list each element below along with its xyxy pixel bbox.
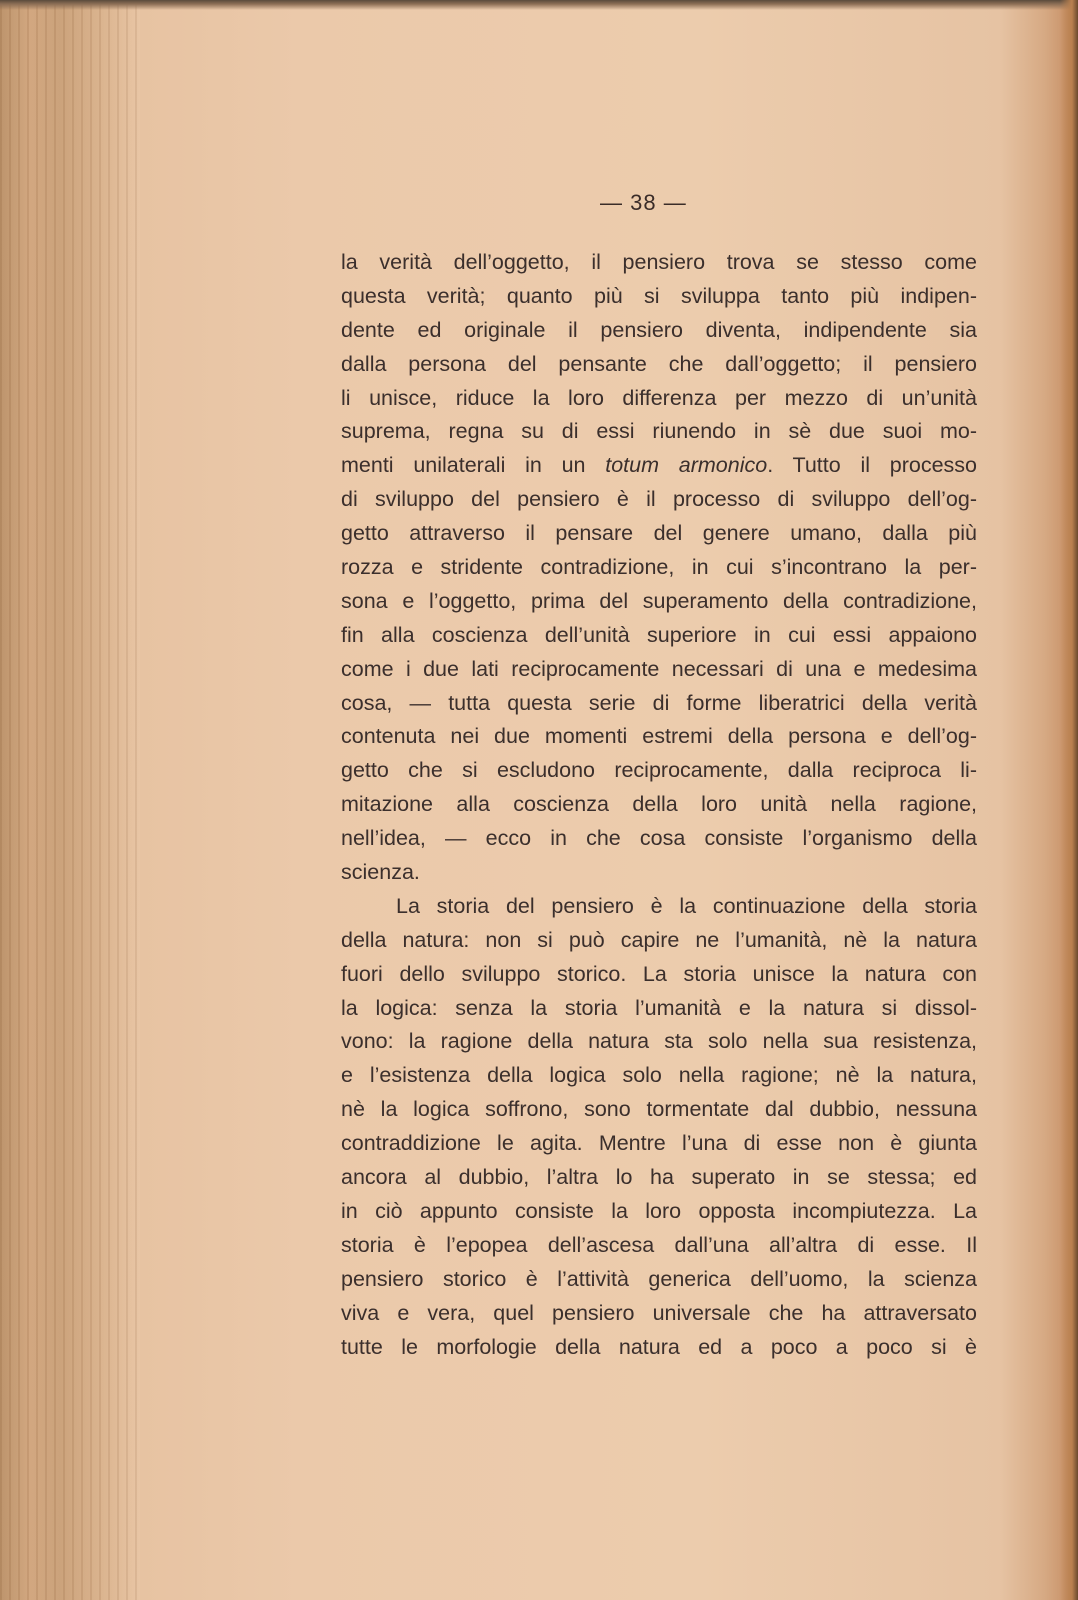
text-line: contraddizione le agita. Mentre l’una di esse non è giunta (341, 1131, 977, 1156)
text-segment: menti unilaterali in un (341, 453, 586, 478)
text-line: viva e vera, quel pensiero universale che ha attraversato (341, 1300, 977, 1325)
text-line: sona e l’oggetto, prima del superamento della contradizione, (341, 588, 977, 613)
text-line: storia è l’epopea dell’ascesa dall’una all’altra di esse. Il (341, 1232, 977, 1257)
page-top-edge (0, 0, 1078, 10)
text-line: getto che si escludono reciprocamente, dalla reciproca li- (341, 758, 977, 783)
text-line: nell’idea, — ecco in che cosa consiste l’organismo della (341, 826, 977, 851)
text-line: ancora al dubbio, l’altra lo ha superato in se stessa; ed (341, 1165, 977, 1190)
text-line: dalla persona del pensante che dall’oggetto; il pensiero (341, 351, 977, 376)
text-line: contenuta nei due momenti estremi della persona e dell’og- (341, 724, 977, 749)
text-line: La storia del pensiero è la continuazione della storia (396, 893, 977, 918)
text-line: scienza. (341, 860, 420, 885)
page-right-edge (1060, 0, 1078, 1600)
text-line: cosa, — tutta questa serie di forme liberatrici della verità (341, 690, 977, 715)
page-stack-edge (0, 0, 140, 1600)
text-line: fin alla coscienza dell’unità superiore in cui essi appaiono (341, 622, 977, 647)
paragraph-1 (341, 246, 977, 890)
text-line: la verità dell’oggetto, il pensiero trova se stesso come (341, 250, 977, 274)
page-number: — 38 — (600, 190, 687, 215)
text-line: della natura: non si può capire ne l’umanità, nè la natura (341, 927, 977, 952)
body-text (341, 246, 977, 1364)
text-line: pensiero storico è l’attività generica dell’uomo, la scienza (341, 1266, 977, 1291)
text-line: come i due lati reciprocamente necessari di una e medesima (341, 656, 977, 681)
text-line: fuori dello sviluppo storico. La storia unisce la natura con (341, 961, 977, 986)
text-line: questa verità; quanto più si sviluppa tanto più indipen- (341, 283, 977, 308)
text-segment: . Tutto il processo (767, 453, 977, 478)
italic-phrase: totum armonico (605, 453, 768, 478)
text-line: la logica: senza la storia l’umanità e la natura si dissol- (341, 995, 977, 1020)
text-line: tutte le morfologie della natura ed a poco a poco si è (341, 1334, 977, 1359)
text-line: getto attraverso il pensare del genere umano, dalla più (341, 521, 977, 546)
text-line: rozza e stridente contradizione, in cui s’incontrano la per- (341, 555, 977, 580)
text-line: di sviluppo del pensiero è il processo di sviluppo dell’og- (341, 487, 977, 512)
text-line: li unisce, riduce la loro differenza per mezzo di un’unità (341, 385, 977, 410)
text-line: suprema, regna su di essi riunendo in sè due suoi mo- (341, 419, 977, 444)
text-line: nè la logica soffrono, sono tormentate dal dubbio, nessuna (341, 1097, 977, 1122)
text-line: dente ed originale il pensiero diventa, indipendente sia (341, 317, 977, 342)
text-line: in ciò appunto consiste la loro opposta incompiutezza. La (341, 1198, 977, 1223)
text-line: mitazione alla coscienza della loro unità nella ragione, (341, 792, 977, 817)
text-line (341, 449, 977, 483)
text-line: e l’esistenza della logica solo nella ragione; nè la natura, (341, 1063, 977, 1088)
text-line: vono: la ragione della natura sta solo nella sua resistenza, (341, 1029, 977, 1054)
paragraph-2 (341, 890, 977, 1364)
